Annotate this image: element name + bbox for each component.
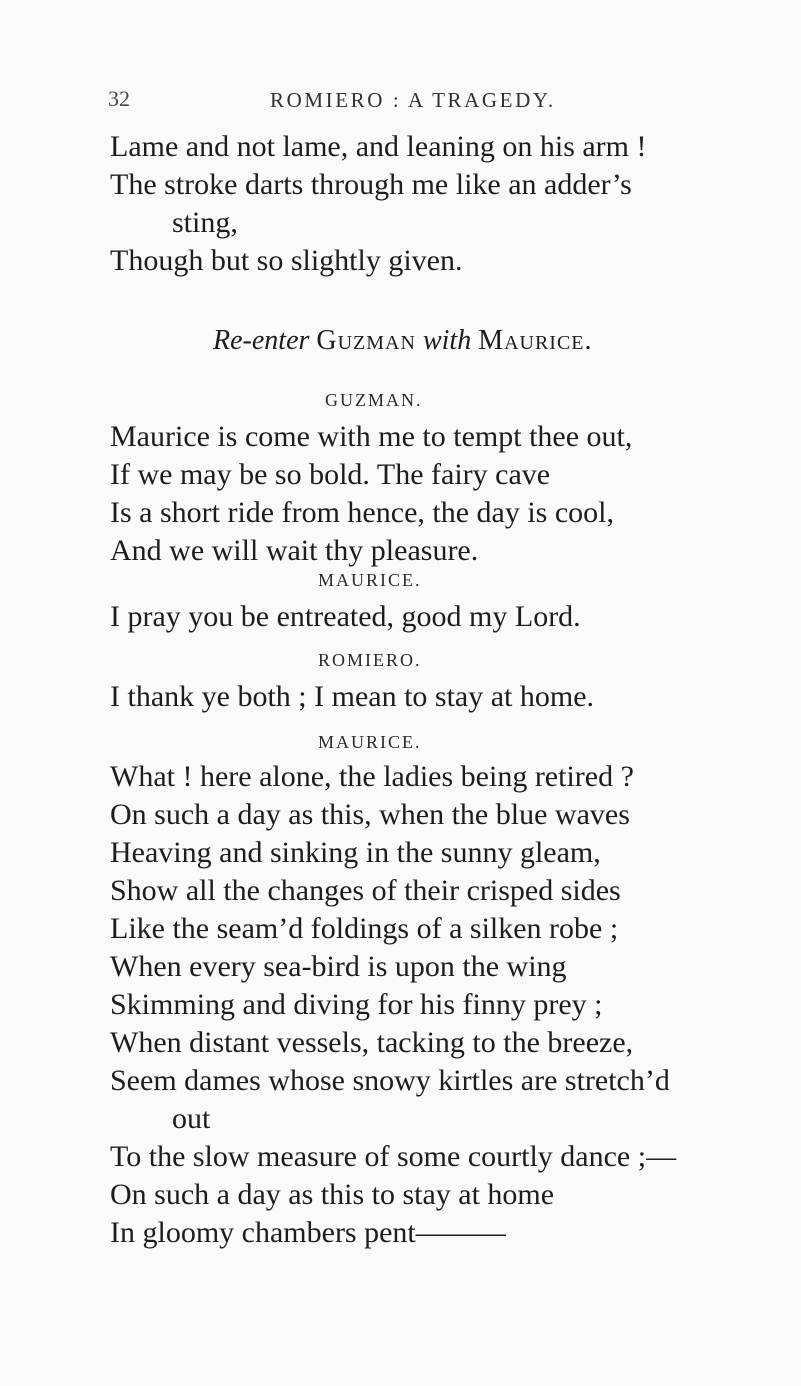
stage-direction-with: with	[422, 325, 472, 356]
stage-direction-guzman: Guzman	[316, 325, 416, 356]
verse-line: I thank ye both ; I mean to stay at home.	[110, 680, 595, 713]
verse-line: What ! here alone, the ladies being retired ?	[110, 760, 634, 793]
stage-direction	[213, 322, 593, 360]
verse-line: The stroke darts through me like an adder’s	[110, 168, 632, 201]
verse-line: On such a day as this, when the blue waves	[110, 798, 630, 831]
verse-line: Lame and not lame, and leaning on his arm !	[110, 130, 647, 163]
verse-line: Is a short ride from hence, the day is cool,	[110, 496, 615, 529]
verse-line: Skimming and diving for his finny prey ;	[110, 988, 603, 1021]
speaker-heading: GUZMAN.	[325, 390, 423, 410]
verse-line: To the slow measure of some courtly dance ;—	[110, 1140, 677, 1173]
verse-line: In gloomy chambers pent———	[110, 1216, 506, 1249]
verse-line: Maurice is come with me to tempt thee out,	[110, 420, 633, 453]
verse-line: Show all the changes of their crisped sides	[110, 874, 621, 907]
stage-direction-reenter: Re-enter	[213, 325, 310, 356]
page-number: 32	[108, 86, 130, 111]
verse-line: On such a day as this to stay at home	[110, 1178, 555, 1211]
stage-direction-maurice: Maurice.	[478, 325, 593, 356]
page-header	[0, 80, 801, 120]
verse-line: Like the seam’d foldings of a silken robe ;	[110, 912, 619, 945]
verse-line: out	[172, 1102, 211, 1135]
verse-line: Though but so slightly given.	[110, 244, 463, 277]
running-head: ROMIERO : A TRAGEDY.	[270, 88, 556, 112]
verse-line: When distant vessels, tacking to the breeze,	[110, 1026, 634, 1059]
verse-line: Seem dames whose snowy kirtles are stretch’d	[110, 1064, 670, 1097]
speaker-heading: ROMIERO.	[318, 650, 422, 670]
verse-line: I pray you be entreated, good my Lord.	[110, 600, 581, 633]
verse-line: sting,	[172, 206, 238, 239]
verse-line: If we may be so bold. The fairy cave	[110, 458, 551, 491]
verse-line: When every sea-bird is upon the wing	[110, 950, 567, 983]
speaker-heading: MAURICE.	[318, 732, 422, 752]
verse-line: Heaving and sinking in the sunny gleam,	[110, 836, 601, 869]
verse-line: And we will wait thy pleasure.	[110, 534, 479, 567]
speaker-heading: MAURICE.	[318, 570, 422, 590]
